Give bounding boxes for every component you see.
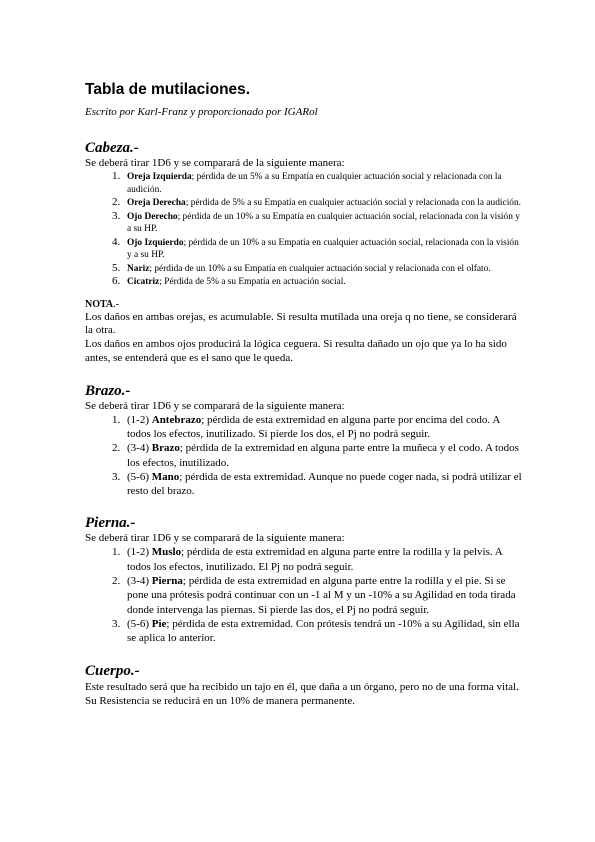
- section-cabeza: [85, 139, 525, 366]
- item-name: Mano: [151, 470, 180, 483]
- section-heading: Brazo.-: [85, 382, 131, 399]
- item-name: Ojo Izquierdo: [127, 237, 184, 248]
- item-name: Muslo: [151, 546, 182, 559]
- item-name: Oreja Izquierda: [127, 172, 192, 182]
- item-roll: (1-2): [127, 546, 152, 559]
- byline: Escrito por Karl-Franz y proporcionado por IGARol: [85, 106, 318, 118]
- brazo-list: [85, 413, 525, 499]
- item-name: Cicatriz: [127, 277, 160, 287]
- section-intro: Se deberá tirar 1D6 y se comparará de la siguiente manera:: [85, 399, 345, 412]
- list-item: [123, 545, 525, 574]
- item-name: Brazo: [151, 442, 180, 455]
- item-roll: (3-4): [127, 442, 152, 455]
- section-text: Este resultado será que ha recibido un tajo en él, que daña a un órgano, pero no de una forma vital. Su Resistencia se reducirá en un 10% de manera permanente.: [85, 680, 519, 707]
- section-brazo: [85, 382, 525, 499]
- section-heading: Cabeza.-: [85, 140, 139, 156]
- item-text: ; pérdida de un 10% a su Empatía en cualquier actuación social y relacionada con el olfato.: [149, 263, 491, 274]
- note-block: [85, 299, 525, 366]
- note-title-suffix: .-: [113, 298, 119, 310]
- pierna-list: [85, 545, 525, 645]
- item-name: Pierna: [151, 575, 183, 588]
- list-item: [123, 275, 525, 289]
- list-item: [123, 196, 525, 210]
- item-text: ; pérdida de la extremidad en alguna parte entre la muñeca y el codo. A todos los efectos, inutilizado.: [127, 442, 519, 469]
- section-pierna: [85, 514, 525, 645]
- item-name: Nariz: [127, 263, 150, 274]
- list-item: [123, 617, 525, 646]
- note-title: [85, 299, 525, 311]
- item-text: ; pérdida de esta extremidad en alguna parte entre la rodilla y la pelvis. A todos los efectos, inutilizado. El Pj no podrá seguir.: [127, 546, 503, 573]
- item-name: Oreja Derecha: [127, 198, 186, 208]
- item-roll: (3-4): [127, 575, 152, 588]
- item-text: ; pérdida de esta extremidad en alguna parte entre la rodilla y el pie. Si se pone una prótesis podrá continuar con un -1 al M y un -10% a su Agilidad en toda tirada donde intervenga las piernas. Si pierde las dos, el Pj no podrá seguir.: [127, 575, 516, 616]
- list-item: [123, 441, 525, 470]
- cabeza-list: [85, 170, 525, 289]
- item-name: Pie: [151, 617, 167, 630]
- note-paragraph: Los daños en ambas orejas, es acumulable. Si resulta mutilada una oreja q no tiene, se considerará la otra.: [85, 310, 517, 337]
- list-item: [123, 262, 525, 276]
- item-text: ; pérdida de esta extremidad. Con prótesis tendrá un -10% a su Agilidad, sin ella se aplica lo anterior.: [127, 617, 520, 645]
- page-title: Tabla de mutilaciones.: [85, 81, 251, 98]
- item-roll: (5-6): [127, 617, 152, 630]
- item-text: ; pérdida de esta extremidad en alguna parte por encima del codo. A todos los efectos, inutilizado. Si pierde los dos, el Pj no podrá seguir.: [127, 413, 500, 440]
- item-roll: (1-2): [127, 413, 152, 426]
- section-cuerpo: [85, 662, 525, 709]
- note-title-label: NOTA: [85, 298, 114, 310]
- list-item: [123, 574, 525, 617]
- section-intro: Se deberá tirar 1D6 y se comparará de la siguiente manera:: [85, 532, 345, 545]
- list-item: [123, 470, 525, 499]
- document-page: [85, 80, 525, 708]
- item-text: ; pérdida de un 10% a su Empatía en cualquier actuación social, relacionada con la visión y a su HP.: [127, 237, 519, 260]
- item-text: ; pérdida de un 10% a su Empatía en cualquier actuación social, relacionada con la visión y a su HP.: [127, 211, 520, 234]
- section-heading: Cuerpo.-: [85, 662, 140, 679]
- list-item: [123, 210, 525, 236]
- item-text: ; Pérdida de 5% a su Empatía en actuación social.: [159, 277, 346, 287]
- item-name: Antebrazo: [151, 413, 202, 426]
- section-heading: Pierna.-: [85, 515, 136, 532]
- item-name: Ojo Derecho: [127, 211, 178, 222]
- list-item: [123, 413, 525, 442]
- section-intro: Se deberá tirar 1D6 y se comparará de la siguiente manera:: [85, 157, 345, 169]
- item-text: ; pérdida de esta extremidad. Aunque no puede coger nada, si podrá utilizar el resto del brazo.: [127, 470, 522, 498]
- item-roll: (5-6): [127, 470, 152, 483]
- note-paragraph: Los daños en ambos ojos producirá la lógica ceguera. Si resulta dañado un ojo que ya lo ha sido antes, se entenderá que es el sano que le queda.: [85, 338, 507, 364]
- item-text: ; pérdida de 5% a su Empatía en cualquier actuación social y relacionada con la audición.: [185, 198, 522, 208]
- item-text: ; pérdida de un 5% a su Empatía en cualquier actuación social y relacionada con la audición.: [127, 172, 502, 195]
- list-item: [123, 236, 525, 262]
- list-item: [123, 170, 525, 196]
